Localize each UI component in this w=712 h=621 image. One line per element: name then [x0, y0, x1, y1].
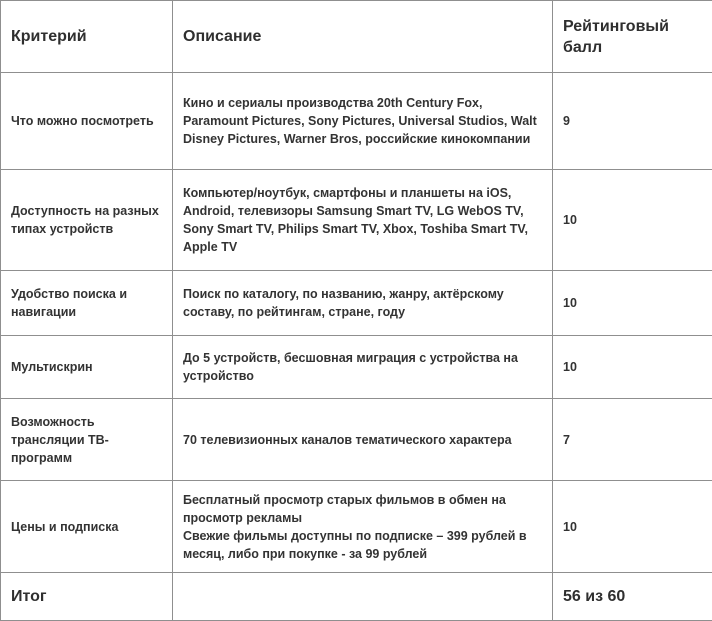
- row-criterion: Мультискрин: [1, 336, 173, 399]
- row-score: 10: [553, 481, 712, 573]
- header-description: Описание: [173, 1, 553, 73]
- table-row: [1, 336, 712, 399]
- description-line: Бесплатный просмотр старых фильмов в обмен на просмотр рекламы: [183, 491, 542, 527]
- table-row: [1, 271, 712, 336]
- table-header-row: [1, 1, 712, 73]
- row-score: 9: [553, 73, 712, 170]
- row-criterion: Цены и подписка: [1, 481, 173, 573]
- total-row: [1, 573, 712, 621]
- description-line: Кино и сериалы производства 20th Century Fox, Paramount Pictures, Sony Pictures, Universal Studios, Walt Disney Pictures, Warner Bros, российские кинокомпании: [183, 94, 542, 148]
- row-criterion: Что можно посмотреть: [1, 73, 173, 170]
- row-score: 10: [553, 336, 712, 399]
- total-description: [173, 573, 553, 621]
- table-row: [1, 170, 712, 271]
- row-description: [173, 170, 553, 271]
- row-score: 10: [553, 170, 712, 271]
- table-row: [1, 481, 712, 573]
- table-row: [1, 399, 712, 481]
- row-description: [173, 73, 553, 170]
- description-line: Компьютер/ноутбук, смартфоны и планшеты на iOS, Android, телевизоры Samsung Smart TV, LG WebOS TV, Sony Smart TV, Philips Smart TV, Xbox, Toshiba Smart TV, Apple TV: [183, 184, 542, 256]
- table-row: [1, 73, 712, 170]
- row-description: [173, 399, 553, 481]
- row-score: 7: [553, 399, 712, 481]
- row-description: [173, 336, 553, 399]
- description-line: Свежие фильмы доступны по подписке – 399 рублей в месяц, либо при покупке - за 99 рублей: [183, 527, 542, 563]
- row-criterion: Возможность трансляции ТВ-программ: [1, 399, 173, 481]
- total-label: Итог: [1, 573, 173, 621]
- row-description: [173, 271, 553, 336]
- row-criterion: Удобство поиска и навигации: [1, 271, 173, 336]
- description-line: Поиск по каталогу, по названию, жанру, актёрскому составу, по рейтингам, стране, году: [183, 285, 542, 321]
- row-criterion: Доступность на разных типах устройств: [1, 170, 173, 271]
- description-line: 70 телевизионных каналов тематического характера: [183, 431, 542, 449]
- total-score: 56 из 60: [553, 573, 712, 621]
- header-score: Рейтинговый балл: [553, 1, 712, 73]
- header-criterion: Критерий: [1, 1, 173, 73]
- description-line: До 5 устройств, бесшовная миграция с устройства на устройство: [183, 349, 542, 385]
- row-score: 10: [553, 271, 712, 336]
- row-description: [173, 481, 553, 573]
